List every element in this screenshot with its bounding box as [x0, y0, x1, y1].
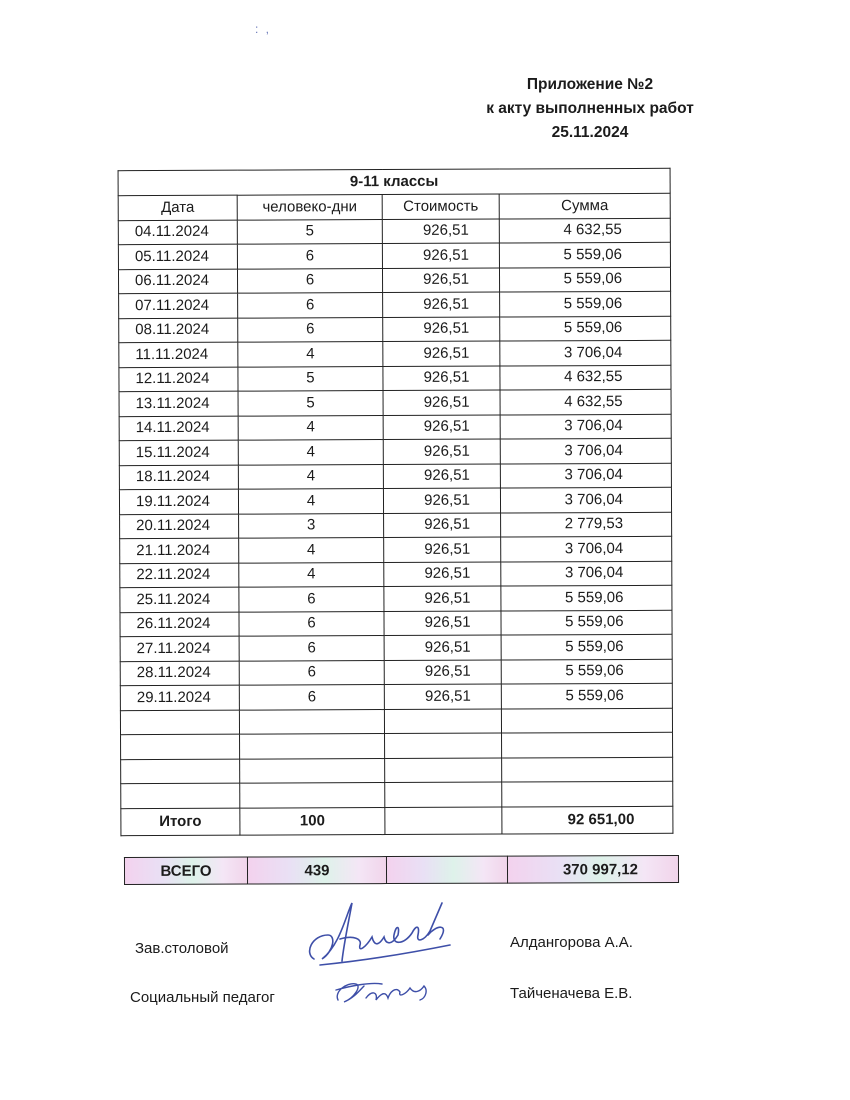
appendix-date: 25.11.2024	[551, 124, 629, 141]
cell-date: 19.11.2024	[119, 489, 238, 514]
cell-sum: 5 559,06	[500, 316, 671, 341]
cell-date: 06.11.2024	[118, 269, 237, 294]
signature-name-canteen: Алдангорова А.А.	[510, 934, 633, 951]
cell-sum: 5 559,06	[499, 267, 670, 292]
cell-sum: 5 559,06	[501, 585, 672, 610]
column-header-date: Дата	[118, 195, 237, 220]
cell-person-days: 4	[238, 342, 383, 367]
cell-price: 926,51	[383, 439, 500, 464]
grand-total-table	[124, 855, 679, 885]
signature-canteen-icon	[300, 895, 460, 975]
cell-date: 28.11.2024	[120, 661, 239, 686]
grand-total-days: 439	[247, 857, 386, 884]
table-row	[120, 512, 672, 539]
table-row	[118, 242, 670, 269]
cell-sum: 4 632,55	[500, 365, 671, 390]
cell-sum: 3 706,04	[500, 463, 671, 488]
cell-date: 25.11.2024	[120, 587, 239, 612]
cell-sum: 5 559,06	[501, 634, 672, 659]
cell-person-days: 4	[238, 489, 383, 514]
cell-sum: 5 559,06	[501, 659, 672, 684]
grand-total-label: ВСЕГО	[124, 857, 247, 884]
table-title: 9-11 классы	[118, 168, 670, 195]
appendix-subtitle: к акту выполненных работ	[486, 100, 694, 117]
cell-price: 926,51	[383, 488, 500, 513]
column-header-person-days: человеко-дни	[237, 195, 382, 220]
empty-row	[120, 708, 672, 735]
empty-row	[121, 732, 673, 759]
cell-person-days: 4	[238, 464, 383, 489]
cell-person-days: 5	[238, 366, 383, 391]
total-days: 100	[240, 807, 385, 835]
table-row	[119, 291, 671, 318]
column-header-price: Стоимость	[382, 194, 499, 219]
cell-sum: 3 706,04	[500, 438, 671, 463]
cell-price: 926,51	[384, 562, 501, 587]
signature-role-social-pedagogue: Социальный педагог	[130, 989, 275, 1006]
cell-person-days: 5	[237, 219, 382, 244]
cell-date: 20.11.2024	[120, 514, 239, 539]
table-row	[118, 267, 670, 294]
column-header-sum: Сумма	[499, 193, 670, 218]
cell-sum: 5 559,06	[501, 610, 672, 635]
cell-price: 926,51	[383, 415, 500, 440]
cell-person-days: 6	[239, 587, 384, 612]
signature-name-social-pedagogue: Тайченачева Е.В.	[510, 985, 633, 1002]
table-row	[120, 585, 672, 612]
table-row	[119, 340, 671, 367]
cell-price: 926,51	[383, 317, 500, 342]
grand-total-row	[124, 856, 678, 885]
cell-sum: 4 632,55	[499, 218, 670, 243]
empty-row	[121, 781, 673, 808]
table-row	[118, 218, 670, 245]
document-header	[470, 73, 710, 145]
cell-sum: 3 706,04	[500, 487, 671, 512]
table-row	[119, 389, 671, 416]
table-row	[120, 634, 672, 661]
cell-sum: 3 706,04	[501, 536, 672, 561]
cell-price: 926,51	[383, 292, 500, 317]
cell-person-days: 6	[237, 244, 382, 269]
total-label: Итого	[121, 808, 240, 836]
cell-sum: 5 559,06	[501, 683, 672, 708]
cell-date: 05.11.2024	[118, 244, 237, 269]
cell-date: 11.11.2024	[119, 342, 238, 367]
cell-date: 18.11.2024	[119, 465, 238, 490]
appendix-title: Приложение №2	[526, 76, 654, 93]
cell-date: 07.11.2024	[119, 293, 238, 318]
table-row	[120, 536, 672, 563]
cell-person-days: 4	[239, 562, 384, 587]
cell-person-days: 3	[239, 513, 384, 538]
cell-person-days: 6	[239, 685, 384, 710]
cell-sum: 3 706,04	[501, 561, 672, 586]
cell-date: 04.11.2024	[118, 220, 237, 245]
cell-sum: 3 706,04	[500, 340, 671, 365]
table-row	[119, 487, 671, 514]
cell-sum: 5 559,06	[500, 291, 671, 316]
cell-date: 15.11.2024	[119, 440, 238, 465]
cell-person-days: 6	[237, 268, 382, 293]
grand-total-sum: 370 997,12	[507, 856, 678, 884]
cell-date: 21.11.2024	[120, 538, 239, 563]
cell-price: 926,51	[383, 464, 500, 489]
cell-date: 12.11.2024	[119, 367, 238, 392]
cell-price: 926,51	[382, 219, 499, 244]
cell-person-days: 4	[239, 538, 384, 563]
table-row	[119, 365, 671, 392]
scan-specks: : ,	[255, 22, 272, 36]
cell-price: 926,51	[382, 268, 499, 293]
cell-sum: 2 779,53	[501, 512, 672, 537]
table-row	[119, 438, 671, 465]
cell-price: 926,51	[384, 635, 501, 660]
total-price	[385, 807, 502, 835]
cell-price: 926,51	[384, 611, 501, 636]
signature-role-canteen: Зав.столовой	[135, 940, 229, 957]
cell-sum: 4 632,55	[500, 389, 671, 414]
cell-person-days: 6	[239, 636, 384, 661]
table-row	[120, 610, 672, 637]
table-row	[119, 414, 671, 441]
table-row	[119, 463, 671, 490]
cell-date: 13.11.2024	[119, 391, 238, 416]
cell-date: 26.11.2024	[120, 612, 239, 637]
cell-date: 08.11.2024	[119, 318, 238, 343]
table-header-row	[118, 193, 670, 220]
grand-total-price	[386, 856, 507, 883]
cell-price: 926,51	[383, 366, 500, 391]
total-row	[121, 806, 673, 835]
cell-person-days: 6	[238, 293, 383, 318]
cell-date: 22.11.2024	[120, 563, 239, 588]
table-row	[120, 561, 672, 588]
cell-price: 926,51	[384, 586, 501, 611]
signature-social-pedagogue-icon	[330, 972, 440, 1012]
cell-person-days: 4	[238, 415, 383, 440]
cell-price: 926,51	[383, 341, 500, 366]
cell-person-days: 6	[238, 317, 383, 342]
cell-sum: 5 559,06	[499, 242, 670, 267]
table-row	[119, 316, 671, 343]
cell-person-days: 4	[238, 440, 383, 465]
cell-price: 926,51	[384, 537, 501, 562]
total-sum: 92 651,00	[502, 806, 673, 834]
meals-table	[118, 168, 674, 836]
cell-date: 14.11.2024	[119, 416, 238, 441]
cell-date: 29.11.2024	[120, 685, 239, 710]
table-row	[120, 659, 672, 686]
cell-person-days: 6	[239, 611, 384, 636]
cell-price: 926,51	[384, 684, 501, 709]
cell-price: 926,51	[384, 513, 501, 538]
cell-person-days: 6	[239, 660, 384, 685]
table-row	[120, 683, 672, 710]
cell-price: 926,51	[383, 390, 500, 415]
cell-date: 27.11.2024	[120, 636, 239, 661]
cell-price: 926,51	[382, 243, 499, 268]
cell-price: 926,51	[384, 660, 501, 685]
empty-row	[121, 757, 673, 784]
cell-person-days: 5	[238, 391, 383, 416]
cell-sum: 3 706,04	[500, 414, 671, 439]
